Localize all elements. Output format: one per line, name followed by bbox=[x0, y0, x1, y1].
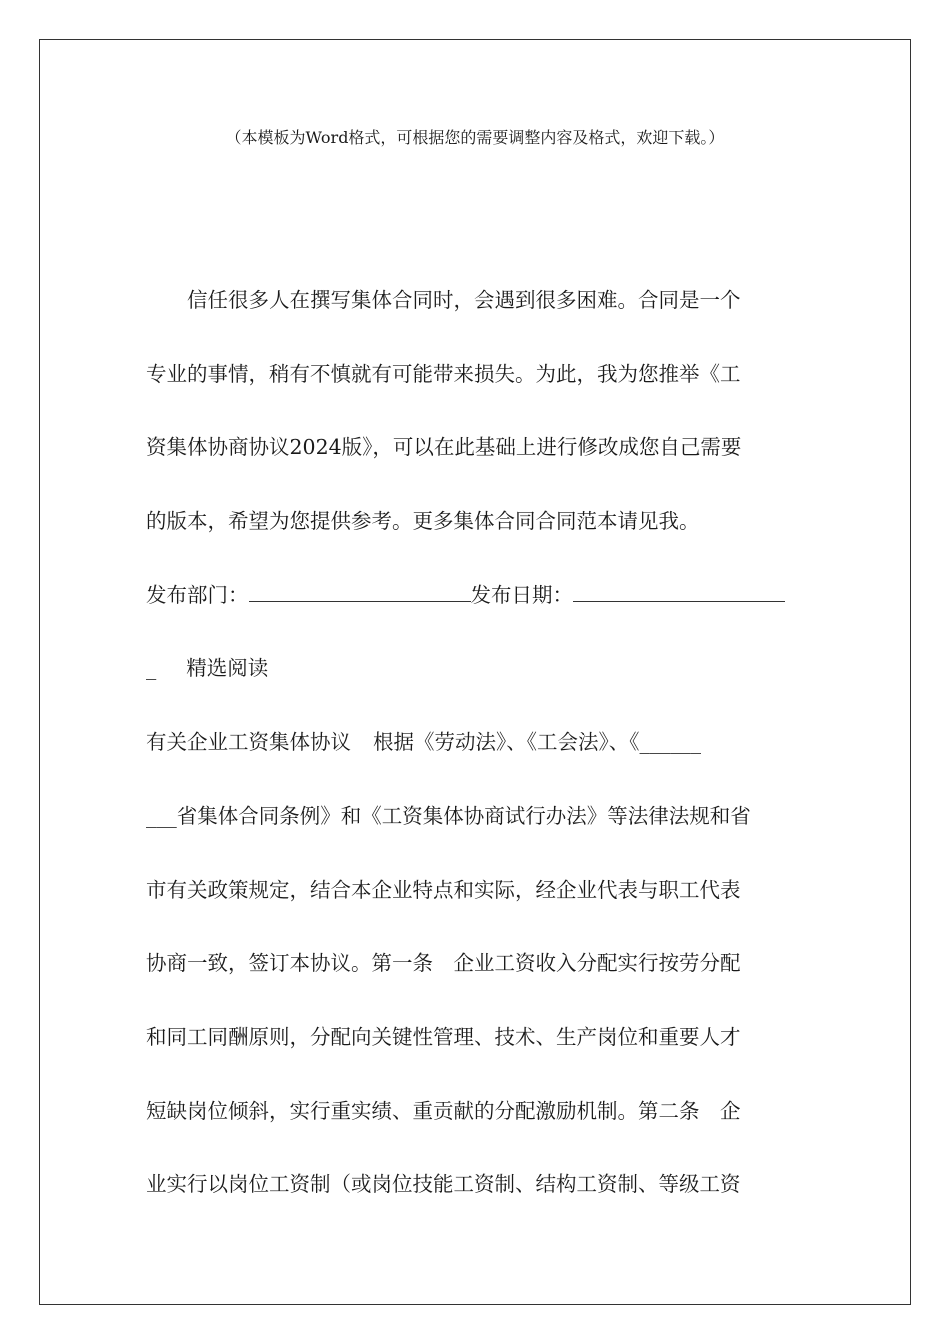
dept-label: 发布部门： bbox=[146, 582, 249, 607]
article-line-4: 协商一致，签订本协议。第一条 企业工资收入分配实行按劳分配 bbox=[146, 951, 741, 976]
intro-line-4: 的版本，希望为您提供参考。更多集体合同合同范本请见我。 bbox=[146, 509, 700, 534]
article-line-2: ___省集体合同条例》和《工资集体协商试行办法》等法律法规和省 bbox=[146, 803, 751, 828]
article-blank-1: ______ bbox=[639, 730, 701, 755]
article-text-1: 根据《劳动法》、《工会法》、《 bbox=[373, 730, 640, 755]
underscore-tail: _ bbox=[146, 656, 157, 681]
publish-line bbox=[146, 559, 806, 633]
date-blank bbox=[573, 583, 785, 602]
document-body bbox=[146, 264, 806, 1222]
template-note: （本模板为Word格式，可根据您的需要调整内容及格式，欢迎下载。） bbox=[225, 128, 725, 147]
article-line-1 bbox=[146, 706, 806, 780]
intro-line-3: 资集体协商协议2024版》，可以在此基础上进行修改成您自己需要 bbox=[146, 435, 742, 460]
article-line-5: 和同工同酬原则，分配向关键性管理、技术、生产岗位和重要人才 bbox=[146, 1024, 741, 1049]
article-line-3: 市有关政策规定，结合本企业特点和实际，经企业代表与职工代表 bbox=[146, 877, 741, 902]
reading-label: 精选阅读 bbox=[186, 656, 269, 681]
date-label: 发布日期： bbox=[470, 582, 573, 607]
intro-line-1: 信任很多人在撰写集体合同时，会遇到很多困难。合同是一个 bbox=[187, 288, 741, 312]
dept-blank bbox=[249, 583, 471, 602]
intro-line-2: 专业的事情，稍有不慎就有可能带来损失。为此，我为您推举《工 bbox=[146, 361, 741, 386]
article-line-6: 短缺岗位倾斜，实行重实绩、重贡献的分配激励机制。第二条 企 bbox=[146, 1098, 741, 1123]
reading-line bbox=[146, 632, 806, 706]
article-title: 有关企业工资集体协议 bbox=[146, 730, 351, 755]
article-line-7: 业实行以岗位工资制（或岗位技能工资制、结构工资制、等级工资 bbox=[146, 1172, 741, 1197]
